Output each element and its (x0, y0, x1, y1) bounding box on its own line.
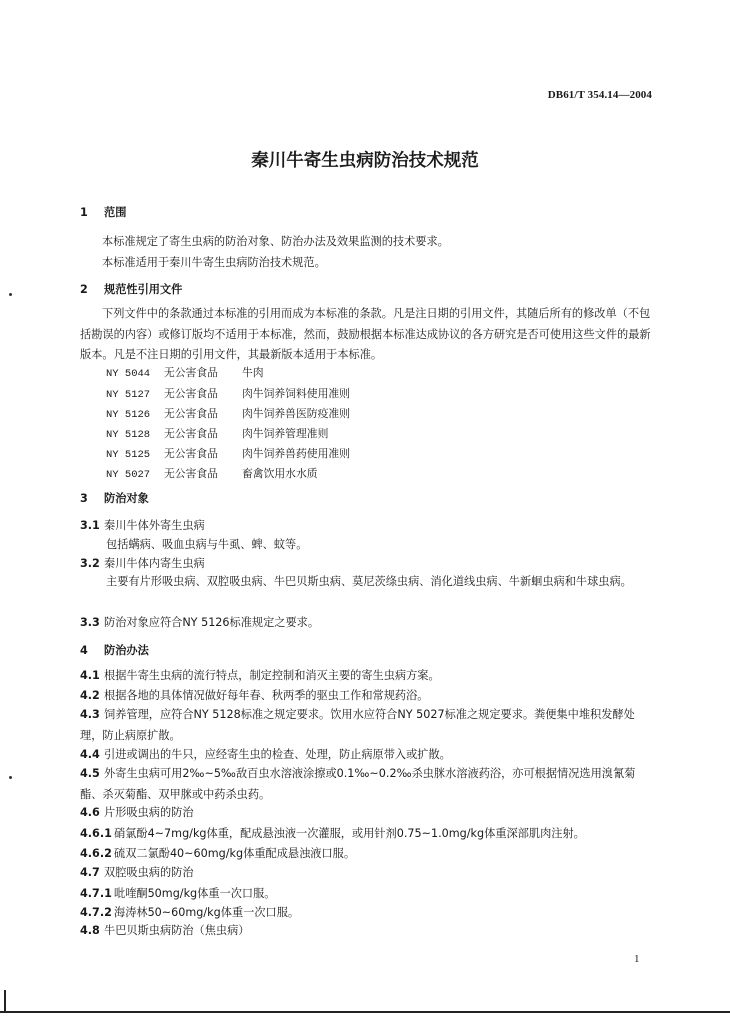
clause-item: 4.6 片形吸虫病的防治 (80, 806, 194, 819)
clause-item: 4.7.1 吡喹酮50mg/kg体重一次口服。 (80, 887, 276, 900)
section-3-2-text: 主要有片形吸虫病、双腔吸虫病、牛巴贝斯虫病、莫尼茨绦虫病、消化道线虫病、牛新蛔虫病和牛球虫病。 (106, 575, 632, 588)
section-1-heading: 1 范围 (80, 206, 127, 219)
reference-item: NY 5125 无公害食品 肉牛饲养兽药使用准则 (106, 447, 350, 461)
clause-item: 4.6.2 硫双二氯酚40~60mg/kg体重配成悬浊液口服。 (80, 847, 356, 860)
scan-speck (9, 776, 12, 779)
clause-item: 4.7 双腔吸虫病的防治 (80, 866, 194, 879)
section-1-paragraph-1: 本标准规定了寄生虫病的防治对象、防治办法及效果监测的技术要求。 (102, 235, 449, 248)
clause-item: 4.3 饲养管理，应符合NY 5128标准之规定要求。饮用水应符合NY 5027标准之规定要求。粪便集中堆积发酵处理，防止病原扩散。 (80, 708, 635, 742)
section-3-1-heading: 3.1 秦川牛体外寄生虫病 (80, 519, 205, 532)
standard-code: DB61/T 354.14—2004 (547, 89, 652, 101)
section-2-heading: 2 规范性引用文件 (80, 283, 183, 296)
page-number: 1 (634, 953, 640, 965)
section-1-paragraph-2: 本标准适用于秦川牛寄生虫病防治技术规范。 (102, 256, 326, 269)
section-4-heading: 4 防治办法 (80, 644, 149, 657)
clause-item: 4.6.1 硝氯酚4~7mg/kg体重，配成悬浊液一次灌服，或用针剂0.75~1.0mg/kg体重深部肌肉注射。 (80, 827, 585, 840)
section-3-1-text: 包括螨病、吸血虫病与牛虱、蜱、蚊等。 (106, 538, 308, 551)
scan-border-mark (4, 990, 6, 1013)
scan-bottom-edge (0, 1011, 730, 1013)
clause-item: 4.5 外寄生虫病可用2‰~5‰敌百虫水溶液涂擦或0.1‰~0.2‰杀虫脒水溶液药浴，亦可根据情况选用溴氰菊酯、杀灭菊酯、双甲脒或中药杀虫药。 (80, 767, 636, 801)
reference-item: NY 5044 无公害食品 牛肉 (106, 366, 264, 380)
section-3-heading: 3 防治对象 (80, 492, 149, 505)
reference-item: NY 5127 无公害食品 肉牛饲养饲料使用准则 (106, 387, 350, 401)
clause-item: 4.8 牛巴贝斯虫病防治（焦虫病） (80, 924, 250, 937)
clause-item: 4.2 根据各地的具体情况做好每年春、秋两季的驱虫工作和常规药浴。 (80, 689, 429, 702)
section-3-3: 3.3 防治对象应符合NY 5126标准规定之要求。 (80, 616, 320, 629)
clause-item: 4.4 引进或调出的牛只，应经寄生虫的检查、处理，防止病原带入或扩散。 (80, 748, 451, 761)
section-2-intro: 下列文件中的条款通过本标准的引用而成为本标准的条款。凡是注日期的引用文件，其随后所有的修改单（不包括勘误的内容）或修订版均不适用于本标准，然而，鼓励根据本标准达成协议的各方研究是否可使用这些文件的最新版本。凡是不注日期的引用文件，其最新版本适用于本标准。 (80, 307, 651, 361)
document-title: 秦川牛寄生虫病防治技术规范 (251, 151, 479, 171)
clause-item: 4.7.2 海涛林50~60mg/kg体重一次口服。 (80, 906, 300, 919)
reference-item: NY 5027 无公害食品 畜禽饮用水水质 (106, 467, 318, 481)
reference-item: NY 5128 无公害食品 肉牛饲养管理准则 (106, 427, 329, 441)
scan-speck (9, 293, 12, 296)
section-3-2-heading: 3.2 秦川牛体内寄生虫病 (80, 557, 205, 570)
clause-item: 4.1 根据牛寄生虫病的流行特点，制定控制和消灭主要的寄生虫病方案。 (80, 669, 440, 682)
reference-item: NY 5126 无公害食品 肉牛饲养兽医防疫准则 (106, 407, 350, 421)
